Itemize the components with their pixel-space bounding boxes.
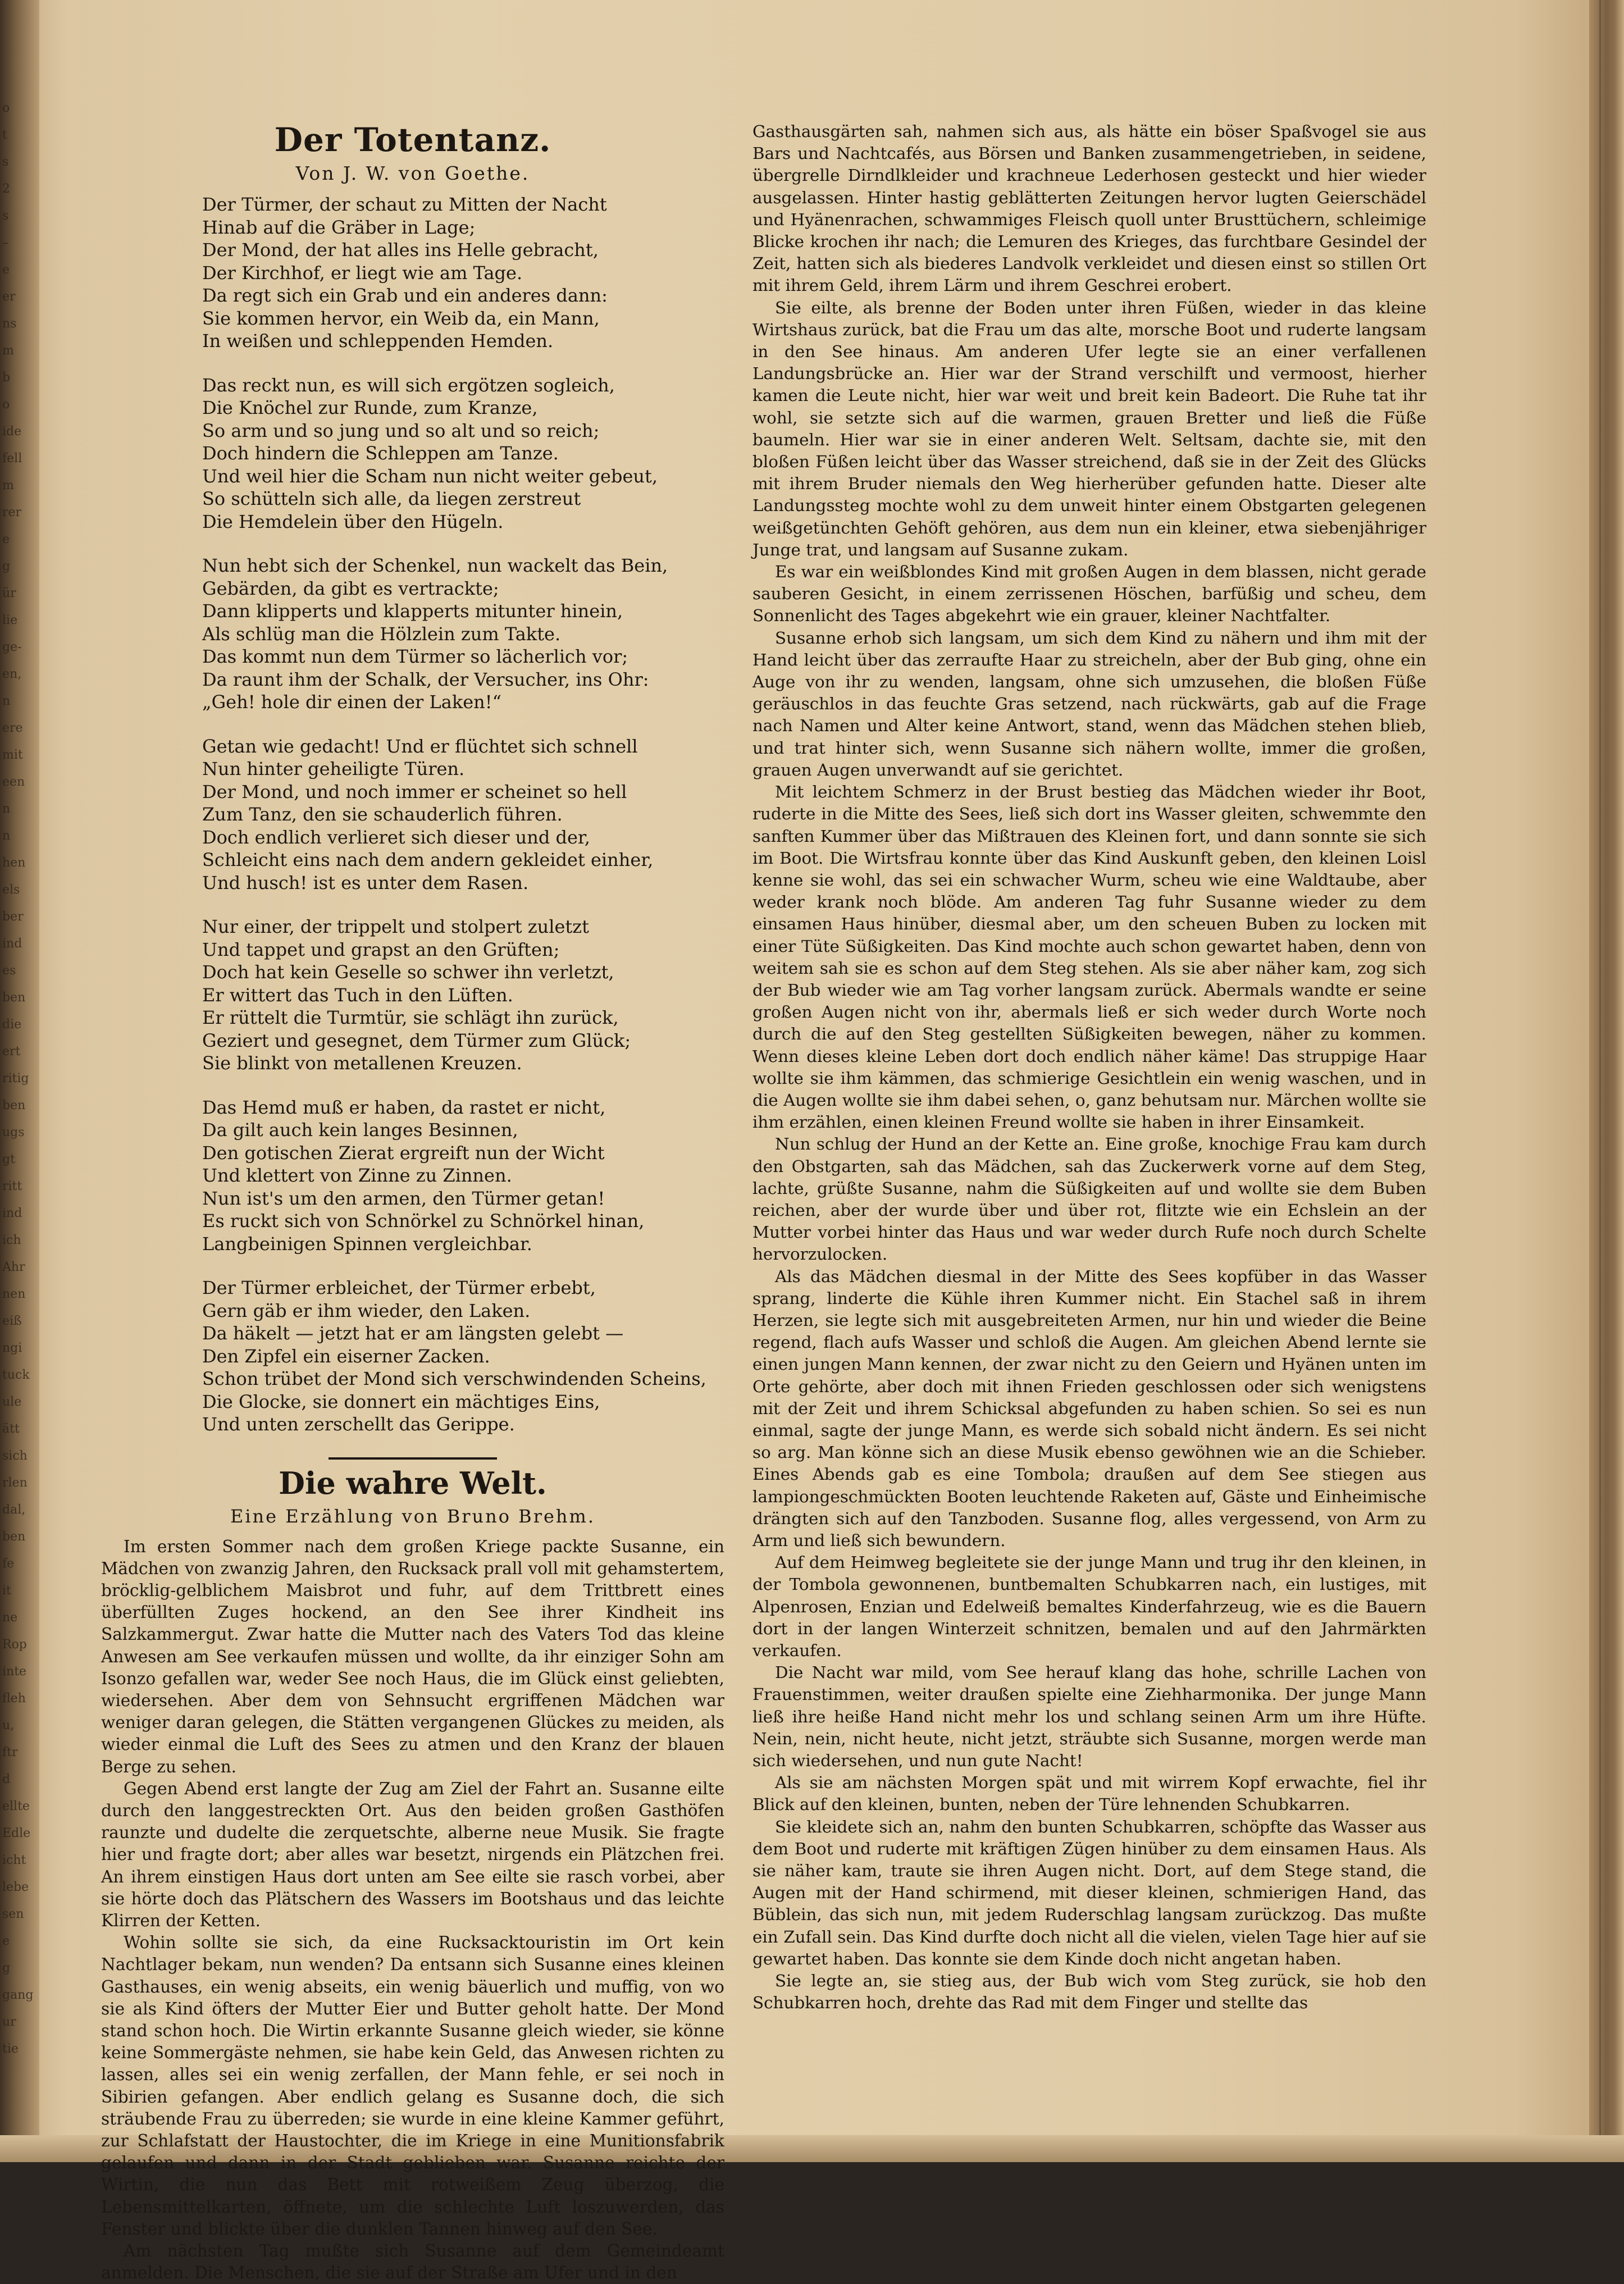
margin-fragment: sich xyxy=(2,1449,30,1463)
margin-fragment: ere xyxy=(2,721,30,735)
margin-fragment: die xyxy=(2,1018,30,1032)
margin-fragment: ne xyxy=(2,1611,30,1625)
margin-fragment: rlen xyxy=(2,1476,30,1490)
story-paragraph: Sie legte an, sie stieg aus, der Bub wich vom Steg zurück, sie hob den Schubkarren hoch, drehte das Rad mit dem Finger und stellte das xyxy=(752,1970,1426,2014)
margin-fragment: inte xyxy=(2,1665,30,1679)
right-column xyxy=(752,121,1426,2014)
margin-fragment: – xyxy=(2,236,30,250)
margin-fragment: ber xyxy=(2,910,30,924)
margin-fragment: rer xyxy=(2,505,30,519)
poem-verse: Doch hindern die Schleppen am Tanze. xyxy=(202,442,724,465)
poem-verse: Hinab auf die Gräber in Lage; xyxy=(202,216,724,239)
margin-fragment: tie xyxy=(2,2042,30,2056)
poem-verse: Gebärden, da gibt es vertrackte; xyxy=(202,577,724,600)
poem-verse: Da häkelt — jetzt hat er am längsten gelebt — xyxy=(202,1322,724,1345)
poem-verse: Doch endlich verlieret sich dieser und der, xyxy=(202,826,724,849)
poem-verse: Dann klipperts und klapperts mitunter hinein, xyxy=(202,600,724,623)
story-paragraph: Nun schlug der Hund an der Kette an. Eine große, knochige Frau kam durch den Obstgarten, sah das Mädchen, sah das Zuckerwerk vorne auf dem Steg, lachte, grüßte Susanne, nahm die Süßigkeiten auf und wollte sie dem Buben reichen, aber der wurde über und über rot, flitzte wie ein Echslein an der Mutter vorbei hinter das Haus und war weder durch Rufe noch durch Schelte hervorzulocken. xyxy=(752,1133,1426,1265)
margin-fragment: Edle xyxy=(2,1826,30,1840)
poem-verse: Sie blinkt von metallenen Kreuzen. xyxy=(202,1052,724,1075)
poem-verse: Doch hat kein Geselle so schwer ihn verletzt, xyxy=(202,961,724,984)
poem-verse: Der Türmer, der schaut zu Mitten der Nacht xyxy=(202,193,724,216)
poem-verse: Gern gäb er ihm wieder, den Laken. xyxy=(202,1300,724,1323)
story-title: Die wahre Welt. xyxy=(101,1465,724,1501)
margin-fragment: s xyxy=(2,155,30,169)
poem-verse: Da raunt ihm der Schalk, der Versucher, ins Ohr: xyxy=(202,668,724,691)
poem-verse: Und tappet und grapst an den Grüften; xyxy=(202,938,724,961)
story-paragraph: Susanne erhob sich langsam, um sich dem Kind zu nähern und ihm mit der Hand leicht über das zerraufte Haar zu streicheln, aber der Bub ging, ohne ein Auge von ihr zu wenden, langsam, ohne sich umzusehen, die bloßen Füße geräuschlos in das feuchte Gras setzend, nach rückwärts, gab auf die Frage nach Namen und Alter keine Antwort, stand, wenn das Mädchen stehen blieb, und trat hinter sich, wenn Susanne sich nähern wollte, immer die großen, grauen Augen unverwandt auf sie gerichtet. xyxy=(752,627,1426,781)
margin-fragment: ur xyxy=(2,2015,30,2029)
poem-verse: Der Kirchhof, er liegt wie am Tage. xyxy=(202,262,724,285)
poem-title: Der Totentanz. xyxy=(101,121,724,159)
story-paragraph: Als sie am nächsten Morgen spät und mit wirrem Kopf erwachte, fiel ihr Blick auf den kleinen, bunten, neben der Türe lehnenden Schubkarren. xyxy=(752,1772,1426,1816)
poem-verse: Langbeinigen Spinnen vergleichbar. xyxy=(202,1233,724,1256)
poem-verse: Als schlüg man die Hölzlein zum Takte. xyxy=(202,623,724,646)
margin-fragment: lie xyxy=(2,613,30,627)
margin-fragment: nen xyxy=(2,1287,30,1301)
poem-verse: Es ruckt sich von Schnörkel zu Schnörkel hinan, xyxy=(202,1210,724,1233)
poem-verse: Den Zipfel ein eiserner Zacken. xyxy=(202,1345,724,1368)
poem-verse: So schütteln sich alle, da liegen zerstreut xyxy=(202,487,724,510)
margin-fragment: ellte xyxy=(2,1799,30,1813)
margin-fragment: u, xyxy=(2,1718,30,1733)
margin-fragment: Rop xyxy=(2,1638,30,1652)
margin-fragment: ge- xyxy=(2,640,30,654)
margin-fragment: ns xyxy=(2,317,30,331)
left-column xyxy=(101,121,724,2284)
margin-fragment: ule xyxy=(2,1395,30,1409)
margin-fragment: ritt xyxy=(2,1179,30,1193)
story-paragraph: Sie kleidete sich an, nahm den bunten Schubkarren, schöpfte das Wasser aus dem Boot und ruderte mit kräftigen Zügen hinüber zu dem einsamen Haus. Als sie näher kam, traute sie ihren Augen nicht. Dort, auf dem Stege stand, die Augen mit der Hand schirmend, mit dieser kleinen, schmierigen Hand, das Büblein, das sich nun, mit jedem Ruderschlag langsam zurückzog. Das mußte ein Zufall sein. Das Kind durfte doch nicht all die vielen, vielen Tage hier auf sie gewartet haben. Das konnte sie dem Kinde doch nicht angetan haben. xyxy=(752,1816,1426,1970)
poem-verse: Schon trübet der Mond sich verschwindenden Scheins, xyxy=(202,1367,724,1391)
poem-verse: Die Hemdelein über den Hügeln. xyxy=(202,510,724,534)
margin-fragment: mit xyxy=(2,748,30,762)
poem-stanza xyxy=(202,915,724,1075)
poem-verse: Das Hemd muß er haben, da rastet er nicht, xyxy=(202,1096,724,1119)
story-paragraph: Die Nacht war mild, vom See herauf klang das hohe, schrille Lachen von Frauenstimmen, weiter draußen spielte eine Ziehharmonika. Der junge Mann ließ ihre heiße Hand nicht mehr los und schlang seinen Arm um ihre Hüfte. Nein, nein, nicht heute, nicht jetzt, sträubte sich Susanne, morgen werde man sich wiedersehen, und nun gute Nacht! xyxy=(752,1662,1426,1772)
margin-fragment: es xyxy=(2,964,30,978)
poem-verse: Der Mond, der hat alles ins Helle gebracht, xyxy=(202,239,724,262)
margin-fragment: ätt xyxy=(2,1422,30,1436)
margin-fragment: icht xyxy=(2,1853,30,1867)
margin-fragment: o xyxy=(2,398,30,412)
story-paragraph: Auf dem Heimweg begleitete sie der junge Mann und trug ihr den kleinen, in der Tombola gewonnenen, buntbemalten Schubkarren nach, ein lustiges, mit Alpenrosen, Enzian und Edelweiß bemaltes Kinderfahrzeug, wie es die Bauern dort in der langen Winterzeit schnitzen, bemalen und auf den Jahrmärkten verkaufen. xyxy=(752,1552,1426,1662)
margin-fragment: hen xyxy=(2,856,30,870)
poem-verse: Da regt sich ein Grab und ein anderes dann: xyxy=(202,284,724,307)
story-paragraph: Sie eilte, als brenne der Boden unter ihren Füßen, wieder in das kleine Wirtshaus zurück, bat die Frau um das alte, morsche Boot und ruderte langsam in den See hinaus. Am anderen Ufer legte sie an einer verfallenen Landungsbrücke an. Hier war der Strand verschilft und vermoost, hierher kamen die Leute nicht, hier war weit und breit kein Badeort. Die Ruhe tat ihr wohl, sie setzte sich auf die warmen, grauen Bretter und ließ die Füße baumeln. Hier war sie in einer anderen Welt. Seltsam, dachte sie, mit den bloßen Füßen leicht über das Wasser streichend, daß sie in der Zeit des Glücks mit ihrem Bruder niemals den Weg hierherüber gefunden hatte. Dieser alte Landungssteg mochte wohl zu dem unweit hinter einem Obstgarten gelegenen weißgetünchten Gehöft gehören, aus dem nun ein kleiner, etwa siebenjähriger Junge trat, und langsam auf Susanne zukam. xyxy=(752,297,1426,561)
margin-fragment: fell xyxy=(2,452,30,466)
margin-fragment: m xyxy=(2,478,30,493)
margin-fragment: ben xyxy=(2,1098,30,1113)
story-paragraph: Gasthausgärten sah, nahmen sich aus, als hätte ein böser Spaßvogel sie aus Bars und Nachtcafés, aus Börsen und Banken zusammengetrieben, in seidene, übergrelle Dirndlkleider und krachneue Lederhosen gesteckt und hier wieder ausgelassen. Hinter hastig geblätterten Zeitungen hervor lugten Geierschädel und Hyänenrachen, schwammiges Fleisch quoll unter Brusttüchern, schleimige Blicke krochen ihr nach; die Lemuren des Krieges, das furchtbare Gesindel der Zeit, hatten sich als biederes Landvolk verkleidet und diesen einst so stillen Ort mit ihrem Geld, ihrem Lärm und ihrem Geschrei erobert. xyxy=(752,121,1426,297)
margin-fragment: eiß xyxy=(2,1314,30,1328)
story-paragraph: Es war ein weißblondes Kind mit großen Augen in dem blassen, nicht gerade sauberen Gesicht, in einem zerrissenen Höschen, barfüßig und scheu, dem Sonnenlicht des Tages abgekehrt wie ein grauer, kleiner Nachtfalter. xyxy=(752,561,1426,627)
margin-fragment: o xyxy=(2,101,30,115)
margin-fragment: een xyxy=(2,775,30,789)
poem-verse: So arm und so jung und so alt und so reich; xyxy=(202,420,724,443)
poem-verse: Nun ist's um den armen, den Türmer getan! xyxy=(202,1187,724,1210)
poem-verse: Sie kommen hervor, ein Weib da, ein Mann, xyxy=(202,307,724,330)
margin-fragment: ür xyxy=(2,586,30,600)
poem-verse: Da gilt auch kein langes Besinnen, xyxy=(202,1119,724,1142)
story-paragraph: Gegen Abend erst langte der Zug am Ziel der Fahrt an. Susanne eilte durch den langgestreckten Ort. Aus den beiden großen Gasthöfen raunzte und dudelte die zerquetschte, alberne neue Musik. Sie fragte hier und fragte dort; aber alles war besetzt, nirgends ein Plätzchen frei. An ihrem einstigen Haus dort unten am See eilte sie rasch vorbei, aber sie hörte doch das Plätschern des Wassers im Bootshaus und das leichte Klirren der Ketten. xyxy=(101,1778,724,1932)
margin-fragment: ben xyxy=(2,991,30,1005)
margin-fragment: s xyxy=(2,209,30,223)
margin-fragment: ert xyxy=(2,1045,30,1059)
margin-fragment: fe xyxy=(2,1557,30,1571)
poem-verse: Das reckt nun, es will sich ergötzen sogleich, xyxy=(202,374,724,397)
margin-fragment: sen xyxy=(2,1907,30,1921)
poem-verse: Schleicht eins nach dem andern gekleidet einher, xyxy=(202,849,724,872)
poem-verse: Und weil hier die Scham nun nicht weiter gebeut, xyxy=(202,465,724,488)
poem-verse: Das kommt nun dem Türmer so lächerlich vor; xyxy=(202,645,724,668)
poem-verse: Nun hebt sich der Schenkel, nun wackelt das Bein, xyxy=(202,554,724,577)
margin-fragment: m xyxy=(2,344,30,358)
poem-verse: Der Türmer erbleichet, der Türmer erbebt, xyxy=(202,1277,724,1300)
margin-fragment: els xyxy=(2,883,30,897)
margin-fragment: ben xyxy=(2,1530,30,1544)
margin-fragment: ide xyxy=(2,425,30,439)
margin-fragment: lebe xyxy=(2,1880,30,1894)
story-paragraph: Wohin sollte sie sich, da eine Rucksacktouristin im Ort kein Nachtlager bekam, nun wenden? Da entsann sich Susanne eines kleinen Gasthauses, ein wenig abseits, ein wenig bäuerlich und muffig, von wo sie als Kind öfters der Mutter Eier und Butter geholt hatte. Der Mond stand schon hoch. Die Wirtin erkannte Susanne gleich wieder, sie könne keine Sommergäste nehmen, sie habe kein Geld, das Anwesen richten zu lassen, alles sei ein wenig zerfallen, der Mann fehle, er sei noch in Sibirien gefangen. Aber endlich gelang es Susanne doch, die sich sträubende Frau zu überreden; sie wurde in eine kleine Kammer geführt, zur Schlafstatt der Haustochter, die im Kriege in eine Munitionsfabrik gelaufen und dann in der Stadt geblieben war. Susanne reichte der Wirtin, die nun das Bett mit rotweißem Zeug überzog, die Lebensmittelkarten, öffnete, um die schlechte Luft loszuwerden, das Fenster und blickte über die dunklen Tannen hinweg auf den See. xyxy=(101,1932,724,2240)
margin-fragment: ftr xyxy=(2,1745,30,1759)
margin-fragment: gt xyxy=(2,1152,30,1166)
poem-verse: Und klettert von Zinne zu Zinnen. xyxy=(202,1164,724,1187)
margin-fragment: ind xyxy=(2,937,30,951)
story-paragraph: Am nächsten Tag mußte sich Susanne auf dem Gemeindeamt anmelden. Die Menschen, die sie auf der Straße am Ufer und in den xyxy=(101,2240,724,2284)
margin-fragment: n xyxy=(2,802,30,816)
poem-stanza xyxy=(202,1277,724,1436)
margin-fragment: b xyxy=(2,371,30,385)
margin-fragment: t xyxy=(2,128,30,142)
margin-fragment: n xyxy=(2,829,30,843)
story-paragraph: Im ersten Sommer nach dem großen Kriege packte Susanne, ein Mädchen von zwanzig Jahren, den Rucksack prall voll mit gehamstertem, bröcklig-gelblichem Maisbrot und fuhr, auf dem Trittbrett eines überfüllten Zuges hockend, an den See ihrer Kindheit ins Salzkammergut. Zwar hatte die Mutter nach des Vaters Tod das kleine Anwesen am See verkaufen müssen und wollte, da ihr einziger Sohn am Isonzo gefallen war, weder See noch Haus, die im Glück einst geliebten, wiedersehen. Aber dem von Sehnsucht ergriffenen Mädchen war weniger daran gelegen, die Stätten vergangenen Glückes zu meiden, als wieder einmal die Luft des Sees zu atmen und den Kranz der blauen Berge zu sehen. xyxy=(101,1536,724,1778)
margin-fragment: dal, xyxy=(2,1503,30,1517)
margin-fragment: en, xyxy=(2,667,30,681)
story-text-left xyxy=(101,1536,724,2284)
poem-verse: Er rüttelt die Turmtür, sie schlägt ihn zurück, xyxy=(202,1006,724,1029)
poem-byline: Von J. W. von Goethe. xyxy=(101,162,724,184)
poem-body xyxy=(202,193,724,1436)
margin-fragment: it xyxy=(2,1584,30,1598)
story-paragraph: Mit leichtem Schmerz in der Brust bestieg das Mädchen wieder ihr Boot, ruderte in die Mitte des Sees, ließ sich dort ins Wasser gleiten, schwemmte den sanften Kummer über das Mißtrauen des Kleinen fort, und dann sonnte sie sich im Boot. Die Wirtsfrau konnte über das Kind Auskunft geben, den kleinen Loisl kenne sie wohl, das sei ein schwacher Wurm, scheu wie eine Waldtaube, aber weder krank noch blöde. Am anderen Tag fuhr Susanne wieder zu dem einsamen Haus hinüber, diesmal aber, um den scheuen Buben zu locken mit einer Tüte Süßigkeiten. Das Kind mochte auch schon gewartet haben, denn von weitem sah sie es schon auf dem Steg stehen. Als sie aber näher kam, zog sich der Bub wieder wie am Tag vorher langsam zurück. Abermals wandte er seine großen Augen nicht von ihr, abermals ließ er sich weder durch Worte noch durch die auf den Steg gestellten Süßigkeiten bewegen, näher zu kommen. Wenn dieses kleine Leben dort doch endlich näher käme! Das struppige Haar wollte sie ihm kämmen, das schmierige Gesichtlein ein wenig waschen, und in die Augen wollte sie ihm dabei sehen, o, ganz behutsam nur. Märchen wollte sie ihm erzählen, einen kleinen Freund wollte sie haben in ihrer Einsamkeit. xyxy=(752,781,1426,1133)
poem-verse: Der Mond, und noch immer er scheinet so hell xyxy=(202,781,724,804)
poem-verse: Getan wie gedacht! Und er flüchtet sich schnell xyxy=(202,735,724,758)
margin-fragment: 2 xyxy=(2,182,30,196)
poem-stanza xyxy=(202,193,724,353)
margin-fragment: e xyxy=(2,532,30,546)
margin-fragment: ritig xyxy=(2,1072,30,1086)
poem-verse: In weißen und schleppenden Hemden. xyxy=(202,330,724,353)
adjacent-page-edge xyxy=(0,0,39,2162)
margin-fragment: g xyxy=(2,1961,30,1975)
margin-fragment: g xyxy=(2,559,30,573)
poem-verse: Zum Tanz, den sie schauderlich führen. xyxy=(202,803,724,826)
poem-verse: Nur einer, der trippelt und stolpert zuletzt xyxy=(202,915,724,938)
story-paragraph: Als das Mädchen diesmal in der Mitte des Sees kopfüber in das Wasser sprang, linderte die Kühle ihren Kummer nicht. Ein Stachel saß in ihrem Herzen, sie legte sich mit ausgebreiteten Armen, nur hin und wieder die Beine regend, flach aufs Wasser und schloß die Augen. Am gleichen Abend lernte sie einen jungen Mann kennen, der zwar nicht zu den Geiern und Hyänen unten im Orte gehörte, aber doch mit ihnen Frieden geschlossen oder sich wenigstens mit der Zeit und ihrem Schicksal abgefunden zu haben schien. So sei es nun einmal, sagte der junge Mann, es werde sich sobald nicht ändern. Es sei nicht so arg. Man könne sich an diese Musik ebenso gewöhnen wie an die Schieber. Eines Abends gab es eine Tombola; draußen auf dem See stiegen aus lampiongeschmückten Booten leuchtende Raketen auf, Gäste und Einheimische drängten sich auf den Tanzboden. Susanne flog, alles vergessend, von Arm zu Arm und ließ sich bewundern. xyxy=(752,1266,1426,1552)
story-byline: Eine Erzählung von Bruno Brehm. xyxy=(101,1506,724,1527)
section-divider xyxy=(329,1457,497,1460)
margin-fragment: ugs xyxy=(2,1125,30,1139)
poem-verse: Und unten zerschellt das Gerippe. xyxy=(202,1413,724,1436)
margin-fragment: ich xyxy=(2,1233,30,1247)
book-page-edges xyxy=(1589,0,1624,2162)
poem-stanza xyxy=(202,735,724,895)
margin-fragment: ngi xyxy=(2,1341,30,1355)
margin-fragment: ind xyxy=(2,1206,30,1220)
margin-fragment: d xyxy=(2,1772,30,1786)
margin-fragment: e xyxy=(2,1934,30,1948)
margin-fragment: gang xyxy=(2,1988,30,2002)
poem-verse: Die Glocke, sie donnert ein mächtiges Eins, xyxy=(202,1391,724,1414)
poem-verse: Den gotischen Zierat ergreift nun der Wicht xyxy=(202,1142,724,1165)
poem-stanza xyxy=(202,554,724,714)
poem-stanza xyxy=(202,1096,724,1256)
margin-fragment: Ahr xyxy=(2,1260,30,1274)
poem-verse: Die Knöchel zur Runde, zum Kranze, xyxy=(202,396,724,420)
poem-verse: Geziert und gesegnet, dem Türmer zum Glück; xyxy=(202,1029,724,1052)
story-text-right xyxy=(752,121,1426,2014)
poem-verse: „Geh! hole dir einen der Laken!“ xyxy=(202,691,724,714)
margin-fragment: e xyxy=(2,263,30,277)
margin-fragment: tuck xyxy=(2,1368,30,1382)
margin-fragment: fleh xyxy=(2,1692,30,1706)
poem-verse: Nun hinter geheiligte Türen. xyxy=(202,758,724,781)
poem-stanza xyxy=(202,374,724,534)
margin-fragment: er xyxy=(2,290,30,304)
poem-verse: Er wittert das Tuch in den Lüften. xyxy=(202,984,724,1007)
margin-fragment: n xyxy=(2,694,30,708)
poem-verse: Und husch! ist es unter dem Rasen. xyxy=(202,872,724,895)
